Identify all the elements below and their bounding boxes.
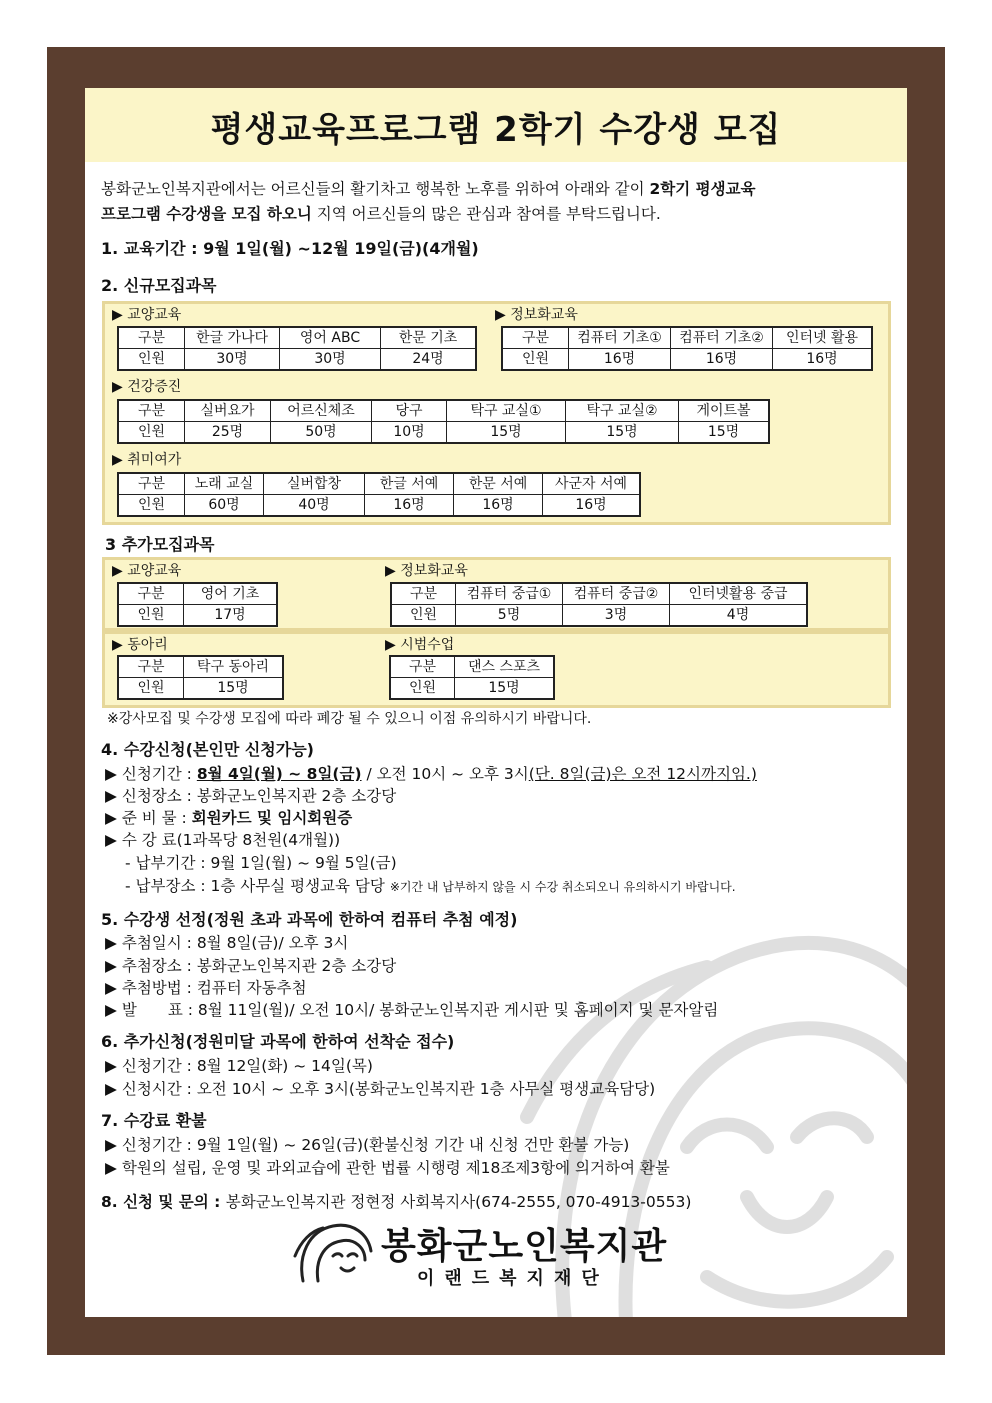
intro-line-2	[101, 201, 661, 227]
table-cell: 인원	[502, 349, 569, 371]
s5-line: ▶ 발 표 : 8월 11일(월)/ 오전 10시/ 봉화군노인복지관 게시판 및 홈페이지 및 문자알림	[105, 1001, 719, 1019]
category-label: ▶ 교양교육	[112, 563, 182, 579]
table-cell: 인원	[118, 422, 185, 444]
section-7-title: 7. 수강료 환불	[101, 1111, 207, 1130]
table-extra-club	[117, 655, 284, 700]
table-cell: 60명	[185, 495, 264, 517]
section-1-period: 1. 교육기간 : 9월 1일(월) ~12월 19일(금)(4개월)	[101, 239, 479, 258]
s4-pay-period: - 납부기간 : 9월 1일(월) ~ 9월 5일(금)	[125, 854, 397, 872]
table-cell: 24명	[381, 349, 477, 371]
cancellation-note: ※강사모집 및 수강생 모집에 따라 폐강 될 수 있으니 이점 유의하시기 바랍니다.	[107, 711, 592, 727]
category-label: ▶ 취미여가	[112, 452, 182, 468]
table-cell: 컴퓨터 중급①	[456, 583, 563, 605]
table-cell: 인원	[118, 349, 185, 371]
logo-subtitle: 이랜드복지재단	[417, 1268, 609, 1289]
category-label: ▶ 교양교육	[112, 307, 182, 323]
contact-value: 봉화군노인복지관 정현정 사회복지사(674-2555, 070-4913-0553)	[225, 1193, 692, 1211]
text-emphasis: 회원카드 및 임시회원증	[191, 809, 353, 827]
text-emphasis: 8월 4일(월) ~ 8일(금)	[196, 765, 362, 783]
flyer-paper	[85, 88, 907, 1317]
text: - 납부장소 : 1층 사무실 평생교육 담당	[125, 877, 385, 895]
table-cell: 17명	[184, 605, 278, 627]
table-cell: 15명	[566, 422, 679, 444]
intro-text: 지역 어르신들의 많은 관심과 참여를 부탁드립니다.	[311, 205, 661, 223]
table-cell: 구분	[118, 656, 184, 678]
table-cell: 16명	[365, 495, 454, 517]
table-cell: 4명	[670, 605, 808, 627]
category-label: ▶ 건강증진	[112, 379, 182, 395]
table-cell: 탁구 교실②	[566, 400, 679, 422]
table-cell: 탁구 교실①	[447, 400, 566, 422]
table-cell: 인원	[390, 678, 455, 700]
table-cell: 영어 ABC	[280, 327, 381, 349]
section-2-title: 2. 신규모집과목	[101, 276, 217, 295]
section-4-title: 4. 수강신청(본인만 신청가능)	[101, 740, 314, 759]
table-cell: 한문 기초	[381, 327, 477, 349]
table-cell: 16명	[543, 495, 641, 517]
category-label: ▶ 정보화교육	[385, 563, 468, 579]
section-6-title: 6. 추가신청(정원미달 과목에 한하여 선착순 접수)	[101, 1032, 455, 1051]
table-new-liberal	[117, 326, 477, 371]
table-cell: 3명	[563, 605, 670, 627]
intro-bold: 2학기 평생교육	[649, 180, 756, 198]
table-cell: 실버합창	[264, 473, 365, 495]
s6-line: ▶ 신청기간 : 8월 12일(화) ~ 14일(목)	[105, 1057, 373, 1075]
table-cell: 30명	[185, 349, 280, 371]
table-cell: 인원	[118, 495, 185, 517]
elderly-couple-logo-icon	[293, 1216, 383, 1286]
s4-place: ▶ 신청장소 : 봉화군노인복지관 2층 소강당	[105, 787, 397, 805]
table-cell: 16명	[773, 349, 873, 371]
table-new-hobby	[117, 472, 641, 517]
table-cell: 컴퓨터 중급②	[563, 583, 670, 605]
page-title: 평생교육프로그램 2학기 수강생 모집	[210, 110, 782, 150]
table-new-info	[501, 326, 873, 371]
table-cell: 컴퓨터 기초②	[671, 327, 773, 349]
s5-line: ▶ 추첨일시 : 8월 8일(금)/ 오후 3시	[105, 934, 349, 952]
pay-note: ※기간 내 납부하지 않을 시 수강 취소되오니 유의하시기 바랍니다.	[389, 880, 736, 894]
table-cell: 한문 서예	[454, 473, 543, 495]
table-cell: 컴퓨터 기초①	[569, 327, 671, 349]
table-cell: 구분	[118, 473, 185, 495]
text: ▶ 준 비 물 :	[105, 809, 192, 827]
table-extra-liberal	[117, 582, 278, 627]
intro-text: 봉화군노인복지관에서는 어르신들의 활기차고 행복한 노후를 위하여 아래와 같이	[101, 180, 650, 198]
text: ▶ 신청기간 :	[105, 765, 197, 783]
s7-line: ▶ 학원의 설립, 운영 및 과외교습에 관한 법률 시행령 제18조제3항에 의거하여 환불	[105, 1159, 670, 1177]
text: / 오전 10시 ~ 오후 3시	[361, 765, 529, 783]
table-cell: 당구	[372, 400, 447, 422]
table-new-health	[117, 399, 770, 444]
table-cell: 25명	[185, 422, 271, 444]
s5-line: ▶ 추첨장소 : 봉화군노인복지관 2층 소강당	[105, 957, 397, 975]
table-cell: 40명	[264, 495, 365, 517]
table-cell: 실버요가	[185, 400, 271, 422]
category-label: ▶ 정보화교육	[495, 307, 578, 323]
table-cell: 어르신체조	[271, 400, 372, 422]
s7-line: ▶ 신청기간 : 9월 1일(월) ~ 26일(금)(환불신청 기간 내 신청 건만 환불 가능)	[105, 1136, 630, 1154]
table-cell: 인원	[118, 605, 184, 627]
logo-name: 봉화군노인복지관	[381, 1226, 668, 1267]
table-cell: 15명	[447, 422, 566, 444]
table-cell: 15명	[679, 422, 770, 444]
table-cell: 한글 서예	[365, 473, 454, 495]
intro-bold: 프로그램 수강생을 모집 하오니	[101, 205, 312, 223]
s6-line: ▶ 신청시간 : 오전 10시 ~ 오후 3시(봉화군노인복지관 1층 사무실 평생교육담당)	[105, 1080, 656, 1098]
table-cell: 노래 교실	[185, 473, 264, 495]
table-cell: 16명	[569, 349, 671, 371]
table-cell: 한글 가나다	[185, 327, 280, 349]
table-cell: 사군자 서예	[543, 473, 641, 495]
table-cell: 15명	[184, 678, 284, 700]
section-3-title: 3 추가모집과목	[105, 535, 215, 554]
s4-fee: ▶ 수 강 료(1과목당 8천원(4개월))	[105, 831, 341, 849]
title-bar	[85, 88, 907, 162]
category-label: ▶ 시범수업	[385, 637, 455, 653]
intro-line-1	[101, 176, 756, 202]
table-cell: 10명	[372, 422, 447, 444]
table-cell: 인원	[118, 678, 184, 700]
table-cell: 5명	[456, 605, 563, 627]
table-cell: 영어 기초	[184, 583, 278, 605]
table-cell: 16명	[671, 349, 773, 371]
table-cell: 게이트볼	[679, 400, 770, 422]
table-cell: 구분	[391, 583, 456, 605]
s5-line: ▶ 추첨방법 : 컴퓨터 자동추첨	[105, 979, 307, 997]
table-cell: 댄스 스포츠	[455, 656, 555, 678]
table-cell: 구분	[502, 327, 569, 349]
table-cell: 탁구 동아리	[184, 656, 284, 678]
table-cell: 구분	[118, 583, 184, 605]
table-extra-demo	[389, 655, 555, 700]
s4-pay-place	[125, 873, 736, 900]
table-cell: 30명	[280, 349, 381, 371]
table-cell: 15명	[455, 678, 555, 700]
category-label: ▶ 동아리	[112, 637, 168, 653]
table-cell: 인원	[391, 605, 456, 627]
text-underline: (단. 8일(금)은 오전 12시까지임.)	[528, 765, 757, 783]
table-cell: 16명	[454, 495, 543, 517]
table-extra-info	[390, 582, 808, 627]
table-cell: 50명	[271, 422, 372, 444]
table-cell: 인터넷 활용	[773, 327, 873, 349]
section-5-title: 5. 수강생 선정(정원 초과 과목에 한하여 컴퓨터 추첨 예정)	[101, 910, 518, 929]
table-cell: 구분	[390, 656, 455, 678]
table-cell: 구분	[118, 327, 185, 349]
table-cell: 인터넷활용 중급	[670, 583, 808, 605]
section-8-contact	[101, 1190, 691, 1212]
contact-label: 8. 신청 및 문의 :	[101, 1193, 226, 1211]
table-cell: 구분	[118, 400, 185, 422]
